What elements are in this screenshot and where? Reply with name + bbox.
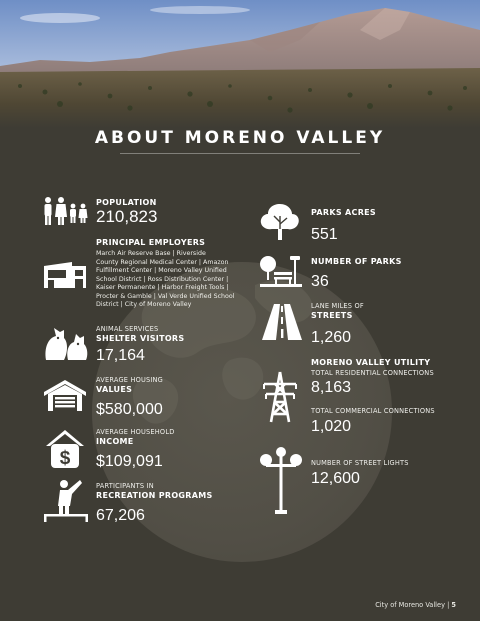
utility-label: MORENO VALLEY UTILITY: [311, 358, 431, 367]
parks-acres-value: 551: [311, 226, 338, 243]
park-bench-icon: [258, 254, 304, 290]
street-lights-label: NUMBER OF STREET LIGHTS: [311, 459, 409, 467]
parks-count-label: NUMBER OF PARKS: [311, 257, 402, 266]
person-podium-icon: [42, 478, 90, 522]
utility-commercial-value: 1,020: [311, 418, 352, 435]
population-label: POPULATION: [96, 198, 157, 207]
shelter-value: 17,164: [96, 347, 145, 364]
shelter-pre-label: ANIMAL SERVICES: [96, 325, 159, 333]
street-lights-value: 12,600: [311, 470, 360, 487]
employers-list: [96, 250, 264, 310]
footer-separator: |: [444, 601, 452, 609]
garage-icon: [42, 378, 88, 412]
tree-icon: [258, 202, 302, 242]
housing-pre-label: AVERAGE HOUSING: [96, 376, 163, 384]
housing-label: VALUES: [96, 385, 133, 394]
population-value: 210,823: [96, 207, 158, 226]
title-divider: [120, 153, 360, 154]
dog-cat-icon: [42, 324, 90, 362]
svg-text:$: $: [59, 448, 71, 469]
parks-count-value: 36: [311, 273, 329, 290]
employers-line: Kaiser Permanente | Harbor Freight Tools |: [96, 284, 229, 291]
road-icon: [260, 302, 304, 342]
power-tower-icon: [260, 370, 300, 424]
page-footer: [375, 601, 456, 609]
street-lamp-icon: [258, 446, 304, 516]
employers-label: PRINCIPAL EMPLOYERS: [96, 238, 206, 247]
building-icon: [42, 260, 88, 290]
employers-line: School District | Ross Distribution Center |: [96, 275, 229, 283]
utility-residential-value: 8,163: [311, 379, 352, 396]
streets-label: STREETS: [311, 311, 353, 320]
shelter-label: SHELTER VISITORS: [96, 334, 185, 343]
recreation-label: RECREATION PROGRAMS: [96, 491, 213, 500]
employers-line: District | City of Moreno Valley: [96, 301, 192, 308]
family-icon: [42, 196, 90, 226]
page-number: 5: [451, 601, 456, 609]
recreation-value: 67,206: [96, 507, 145, 524]
parks-acres-label: PARKS ACRES: [311, 208, 376, 217]
employers-line: Fulfillment Center | Moreno Valley Unified: [96, 267, 227, 274]
income-pre-label: AVERAGE HOUSEHOLD: [96, 428, 175, 436]
footer-text: City of Moreno Valley: [375, 601, 445, 609]
house-dollar-icon: [44, 428, 86, 470]
income-value: $109,091: [96, 453, 163, 470]
employers-line: March Air Reserve Base | Riverside: [96, 250, 206, 257]
employers-line: County Regional Medical Center | Amazon: [96, 258, 229, 266]
streets-pre-label: LANE MILES OF: [311, 302, 364, 310]
utility-residential-label: TOTAL RESIDENTIAL CONNECTIONS: [311, 369, 434, 377]
page-title: ABOUT MORENO VALLEY: [94, 128, 386, 148]
housing-value: $580,000: [96, 401, 163, 418]
employers-line: Procter & Gamble | Val Verde Unified School: [96, 292, 235, 300]
utility-commercial-label: TOTAL COMMERCIAL CONNECTIONS: [311, 407, 435, 415]
streets-value: 1,260: [311, 329, 352, 346]
income-label: INCOME: [96, 437, 134, 446]
recreation-pre-label: PARTICIPANTS IN: [96, 482, 154, 490]
